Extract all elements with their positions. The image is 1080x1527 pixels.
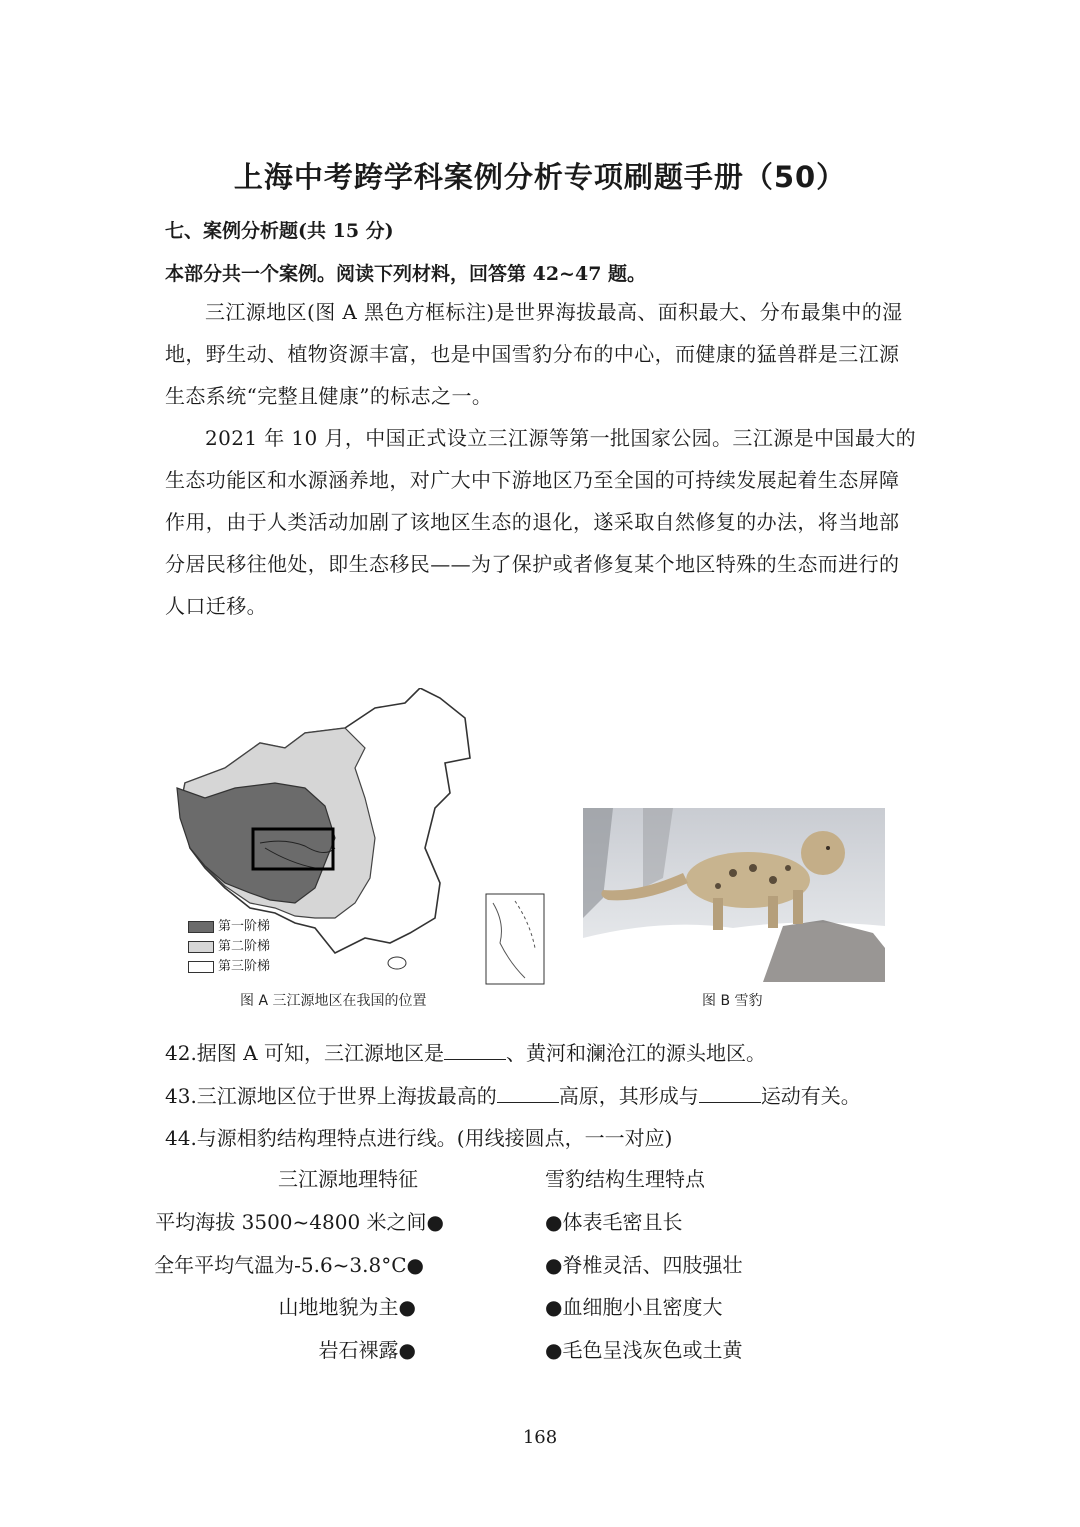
section-heading: 七、案例分析题(共 15 分) — [165, 220, 394, 242]
figure-b-caption: 图 B 雪豹 — [702, 993, 763, 1009]
left-column-header: 三江源地理特征 — [278, 1167, 418, 1191]
legend-item-second-step — [188, 935, 270, 954]
legend-swatch — [188, 921, 214, 933]
legend-label: 第一阶梯 — [218, 919, 271, 934]
question-43-text: 43.三江源地区位于世界上海拔最高的 — [165, 1084, 497, 1108]
legend-swatch — [188, 961, 214, 973]
paragraph-1: 三江源地区(图 A 黑色方框标注)是世界海拔最高、面积最大、分布最集中的湿地，野生动、植物资源丰富，也是中国雪豹分布的中心，而健康的猛兽群是三江源生态系统“完整且健康”的标志之一。 — [165, 300, 903, 408]
question-42-text: 42.据图 A 可知，三江源地区是 — [165, 1041, 444, 1065]
left-item[interactable]: 平均海拔 3500~4800 米之间● — [155, 1210, 444, 1234]
snow-leopard-image — [583, 808, 885, 982]
legend-item-third-step — [188, 955, 270, 974]
instruction-line: 本部分共一个案例。阅读下列材料，回答第 42~47 题。 — [165, 263, 647, 285]
right-column-header: 雪豹结构生理特点 — [545, 1167, 705, 1191]
legend-label: 第三阶梯 — [218, 959, 271, 974]
answer-blank[interactable] — [699, 1082, 761, 1103]
legend-item-first-step — [188, 915, 270, 934]
answer-blank[interactable] — [497, 1082, 559, 1103]
legend-swatch — [188, 941, 214, 953]
question-42 — [165, 1037, 766, 1066]
paragraph-2: 2021 年 10 月，中国正式设立三江源等第一批国家公园。三江源是中国最大的生态功能区和水源涵养地，对广大中下游地区乃至全国的可持续发展起着生态屏障作用，由于人类活动加剧了该地区生态的退化，遂采取自然修复的办法，将当地部分居民移往他处，即生态移民——为了保护或者修复某个地区特殊的生态而进行的人口迁移。 — [165, 426, 917, 618]
right-item[interactable]: ●毛色呈浅灰色或土黄 — [545, 1338, 743, 1362]
left-item[interactable]: 山地地貌为主● — [278, 1295, 416, 1319]
question-43-text-end: 运动有关。 — [760, 1084, 861, 1108]
left-item[interactable]: 岩石裸露● — [318, 1338, 416, 1362]
snow-leopard-photo — [583, 808, 885, 982]
passage — [165, 291, 917, 627]
question-42-text-end: 、黄河和澜沧江的源头地区。 — [505, 1041, 766, 1065]
left-item[interactable]: 全年平均气温为-5.6~3.8°C● — [154, 1253, 424, 1277]
question-43 — [165, 1080, 861, 1109]
question-43-text-mid: 高原，其形成与 — [558, 1084, 699, 1108]
first-step-region — [177, 783, 335, 903]
answer-blank[interactable] — [444, 1039, 506, 1060]
page-number: 168 — [522, 1427, 558, 1448]
hainan-island — [388, 957, 406, 969]
figure-a-caption: 图 A 三江源地区在我国的位置 — [240, 993, 427, 1009]
page-title: 上海中考跨学科案例分析专项刷题手册（50） — [233, 160, 847, 194]
south-china-sea-inset — [485, 893, 545, 985]
right-item[interactable]: ●脊椎灵活、四肢强壮 — [545, 1253, 743, 1277]
question-44: 44.与源相豹结构理特点进行线。(用线接圆点，一一对应) — [165, 1126, 673, 1150]
right-item[interactable]: ●血细胞小且密度大 — [545, 1295, 723, 1319]
legend-label: 第二阶梯 — [218, 939, 271, 954]
right-item[interactable]: ●体表毛密且长 — [545, 1210, 683, 1234]
